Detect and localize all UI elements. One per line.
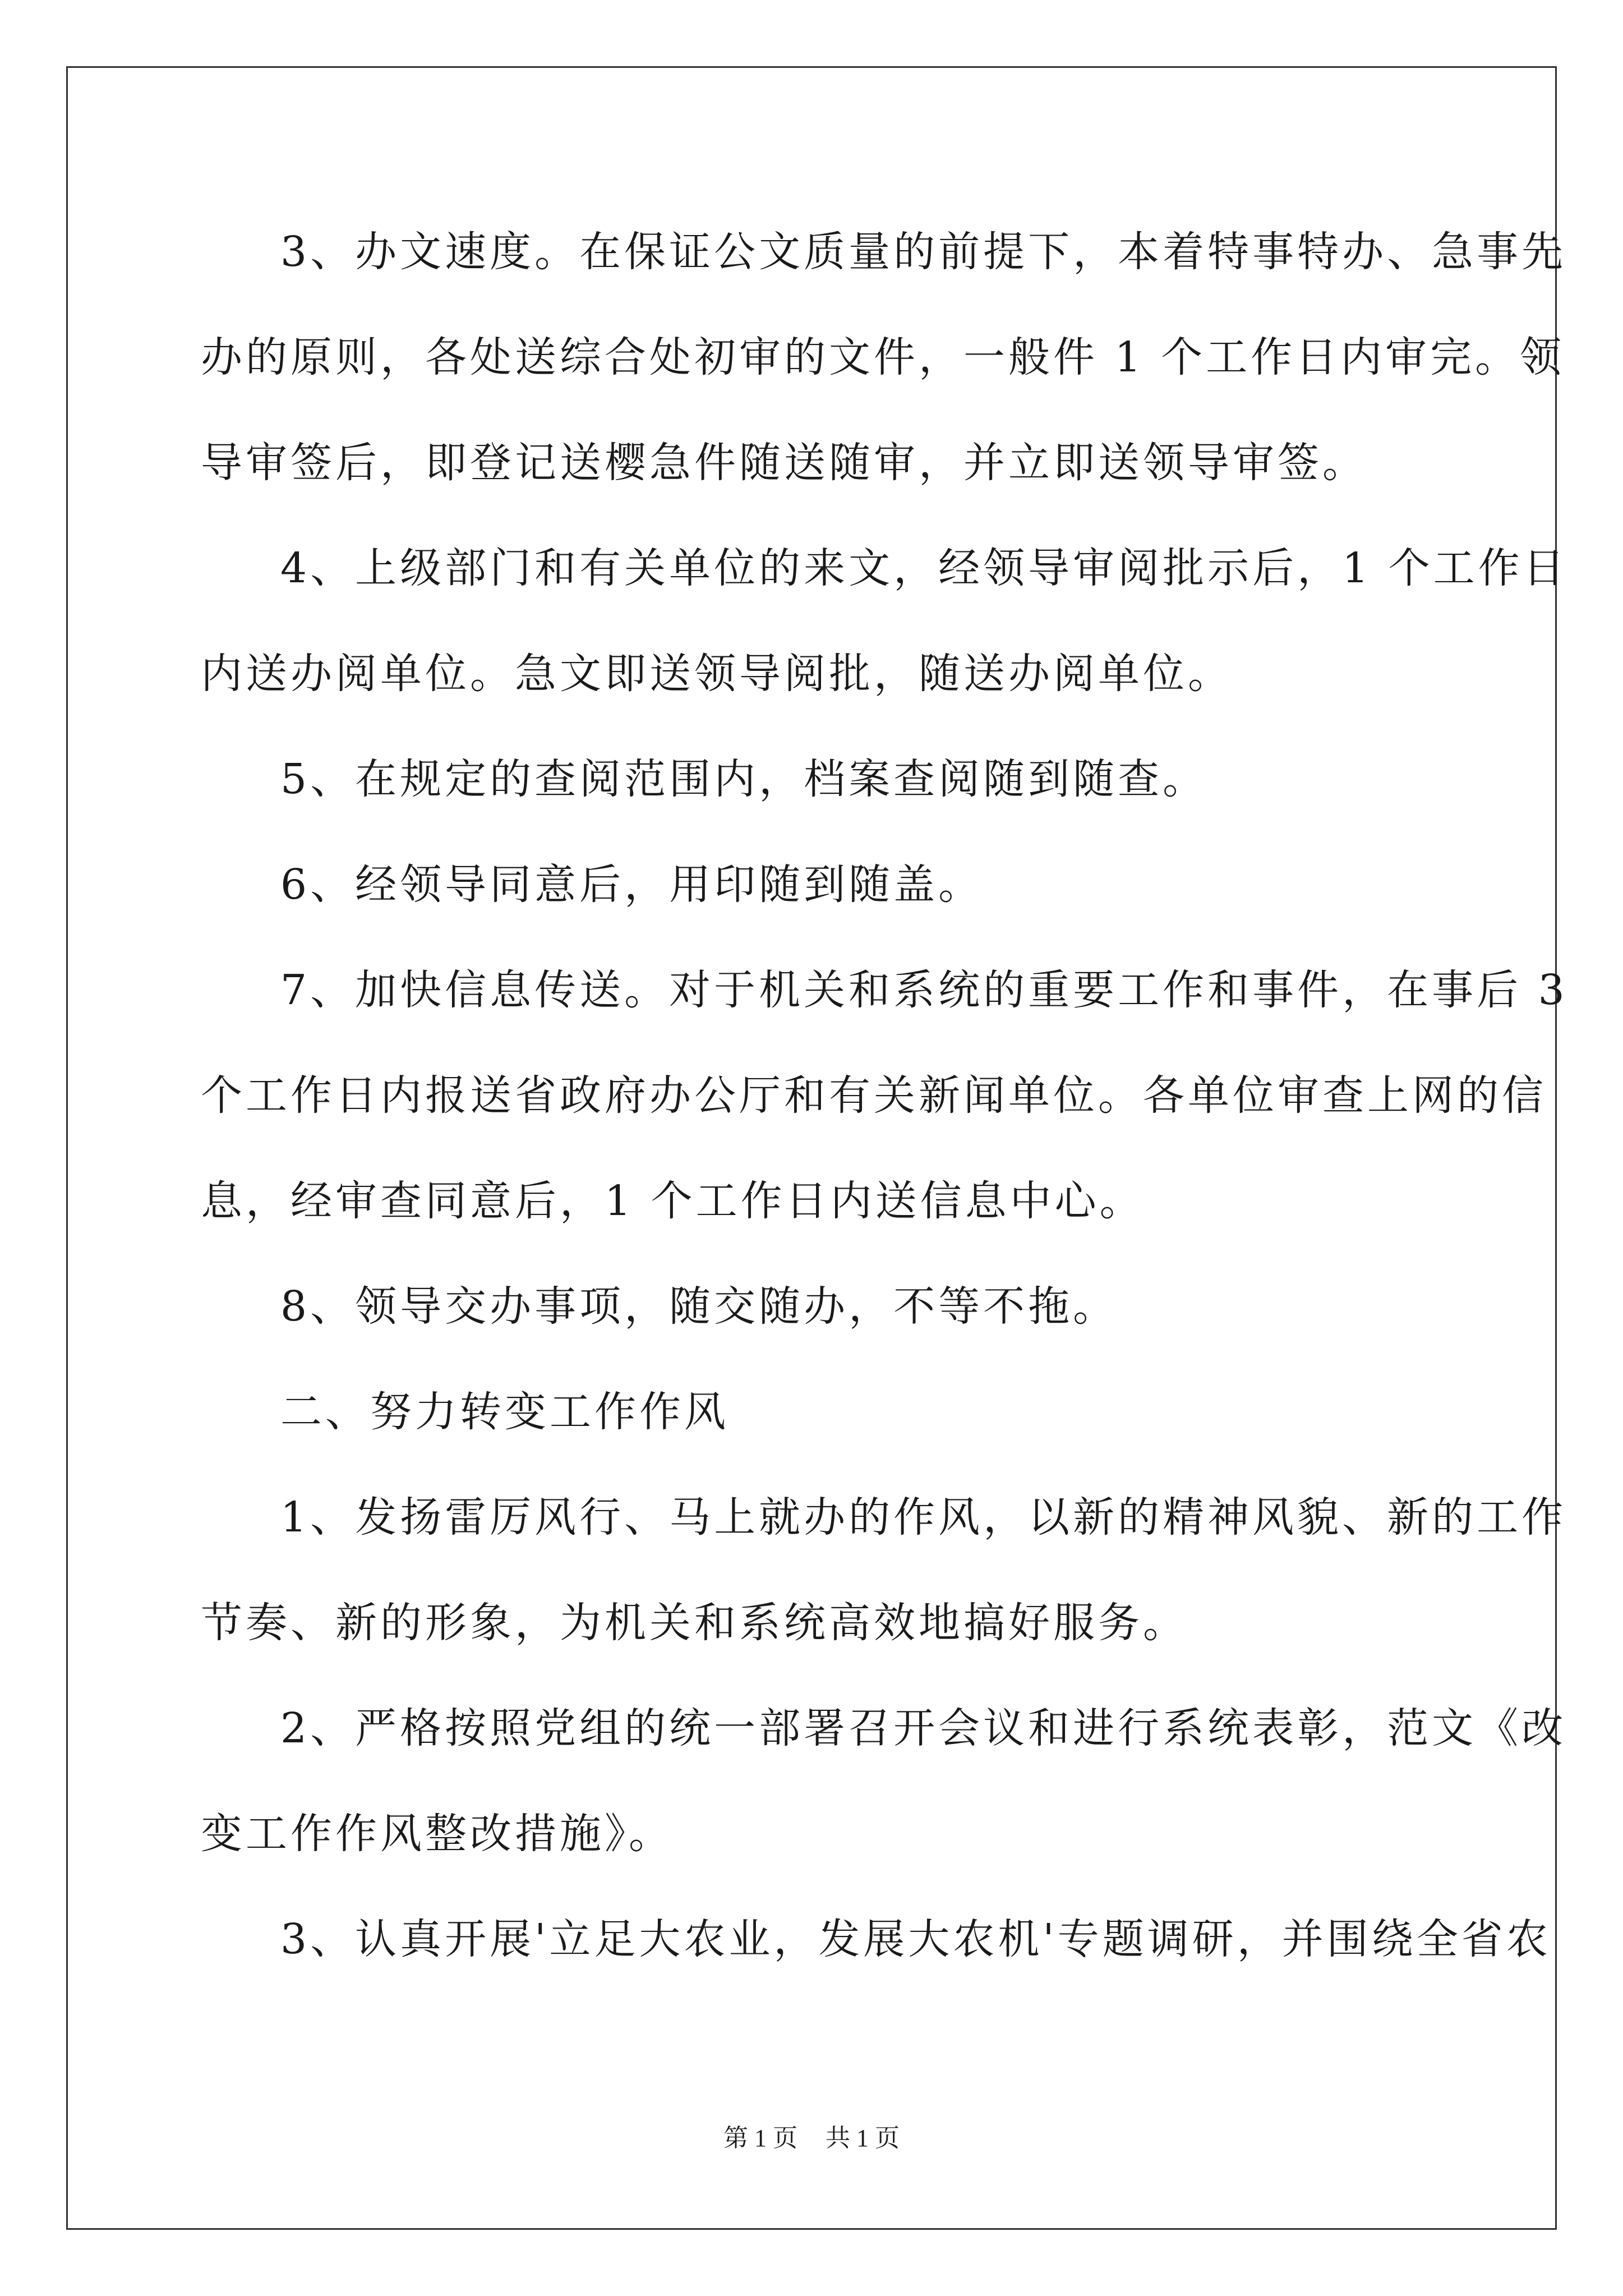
text-line: 内送办阅单位。急文即送领导阅批，随送办阅单位。 <box>201 650 1233 698</box>
text-line: 导审签后，即登记送樱急件随送随审，并立即送领导审签。 <box>201 439 1367 487</box>
text-line: 变工作作风整改措施》。 <box>201 1810 674 1858</box>
text-line: 个工作日内报送省政府办公厅和有关新闻单位。各单位审查上网的信 <box>201 1071 1547 1120</box>
text-line: 3、认真开展'立足大农业，发展大农机'专题调研，并围绕全省农 <box>280 1915 1551 1963</box>
text-line: 6、经领导同意后，用印随到随盖。 <box>280 861 984 909</box>
page-number-total: 共 1 页 <box>826 2124 900 2152</box>
text-line: 8、领导交办事项，随交随办，不等不拖。 <box>280 1282 1118 1331</box>
page-footer <box>0 2122 1623 2155</box>
text-line: 1、发扬雷厉风行、马上就办的作风，以新的精神风貌、新的工作 <box>280 1493 1567 1542</box>
text-line: 5、在规定的查阅范围内，档案查阅随到随查。 <box>280 755 1208 803</box>
text-line: 息，经审查同意后，1 个工作日内送信息中心。 <box>201 1177 1145 1225</box>
text-line: 节奏、新的形象，为机关和系统高效地搞好服务。 <box>201 1599 1188 1647</box>
text-line: 2、严格按照党组的统一部署召开会议和进行系统表彰，范文《改 <box>280 1704 1567 1752</box>
page-number-current: 第 1 页 <box>723 2124 797 2152</box>
text-line: 7、加快信息传送。对于机关和系统的重要工作和事件，在事后 3 <box>280 966 1568 1014</box>
text-line: 4、上级部门和有关单位的来文，经领导审阅批示后，1 个工作日 <box>280 544 1568 592</box>
text-line: 3、办文速度。在保证公文质量的前提下，本着特事特办、急事先 <box>280 228 1567 276</box>
text-line: 办的原则，各处送综合处初审的文件，一般件 1 个工作日内审完。领 <box>201 333 1565 381</box>
section-heading: 二、努力转变工作作风 <box>280 1388 729 1436</box>
